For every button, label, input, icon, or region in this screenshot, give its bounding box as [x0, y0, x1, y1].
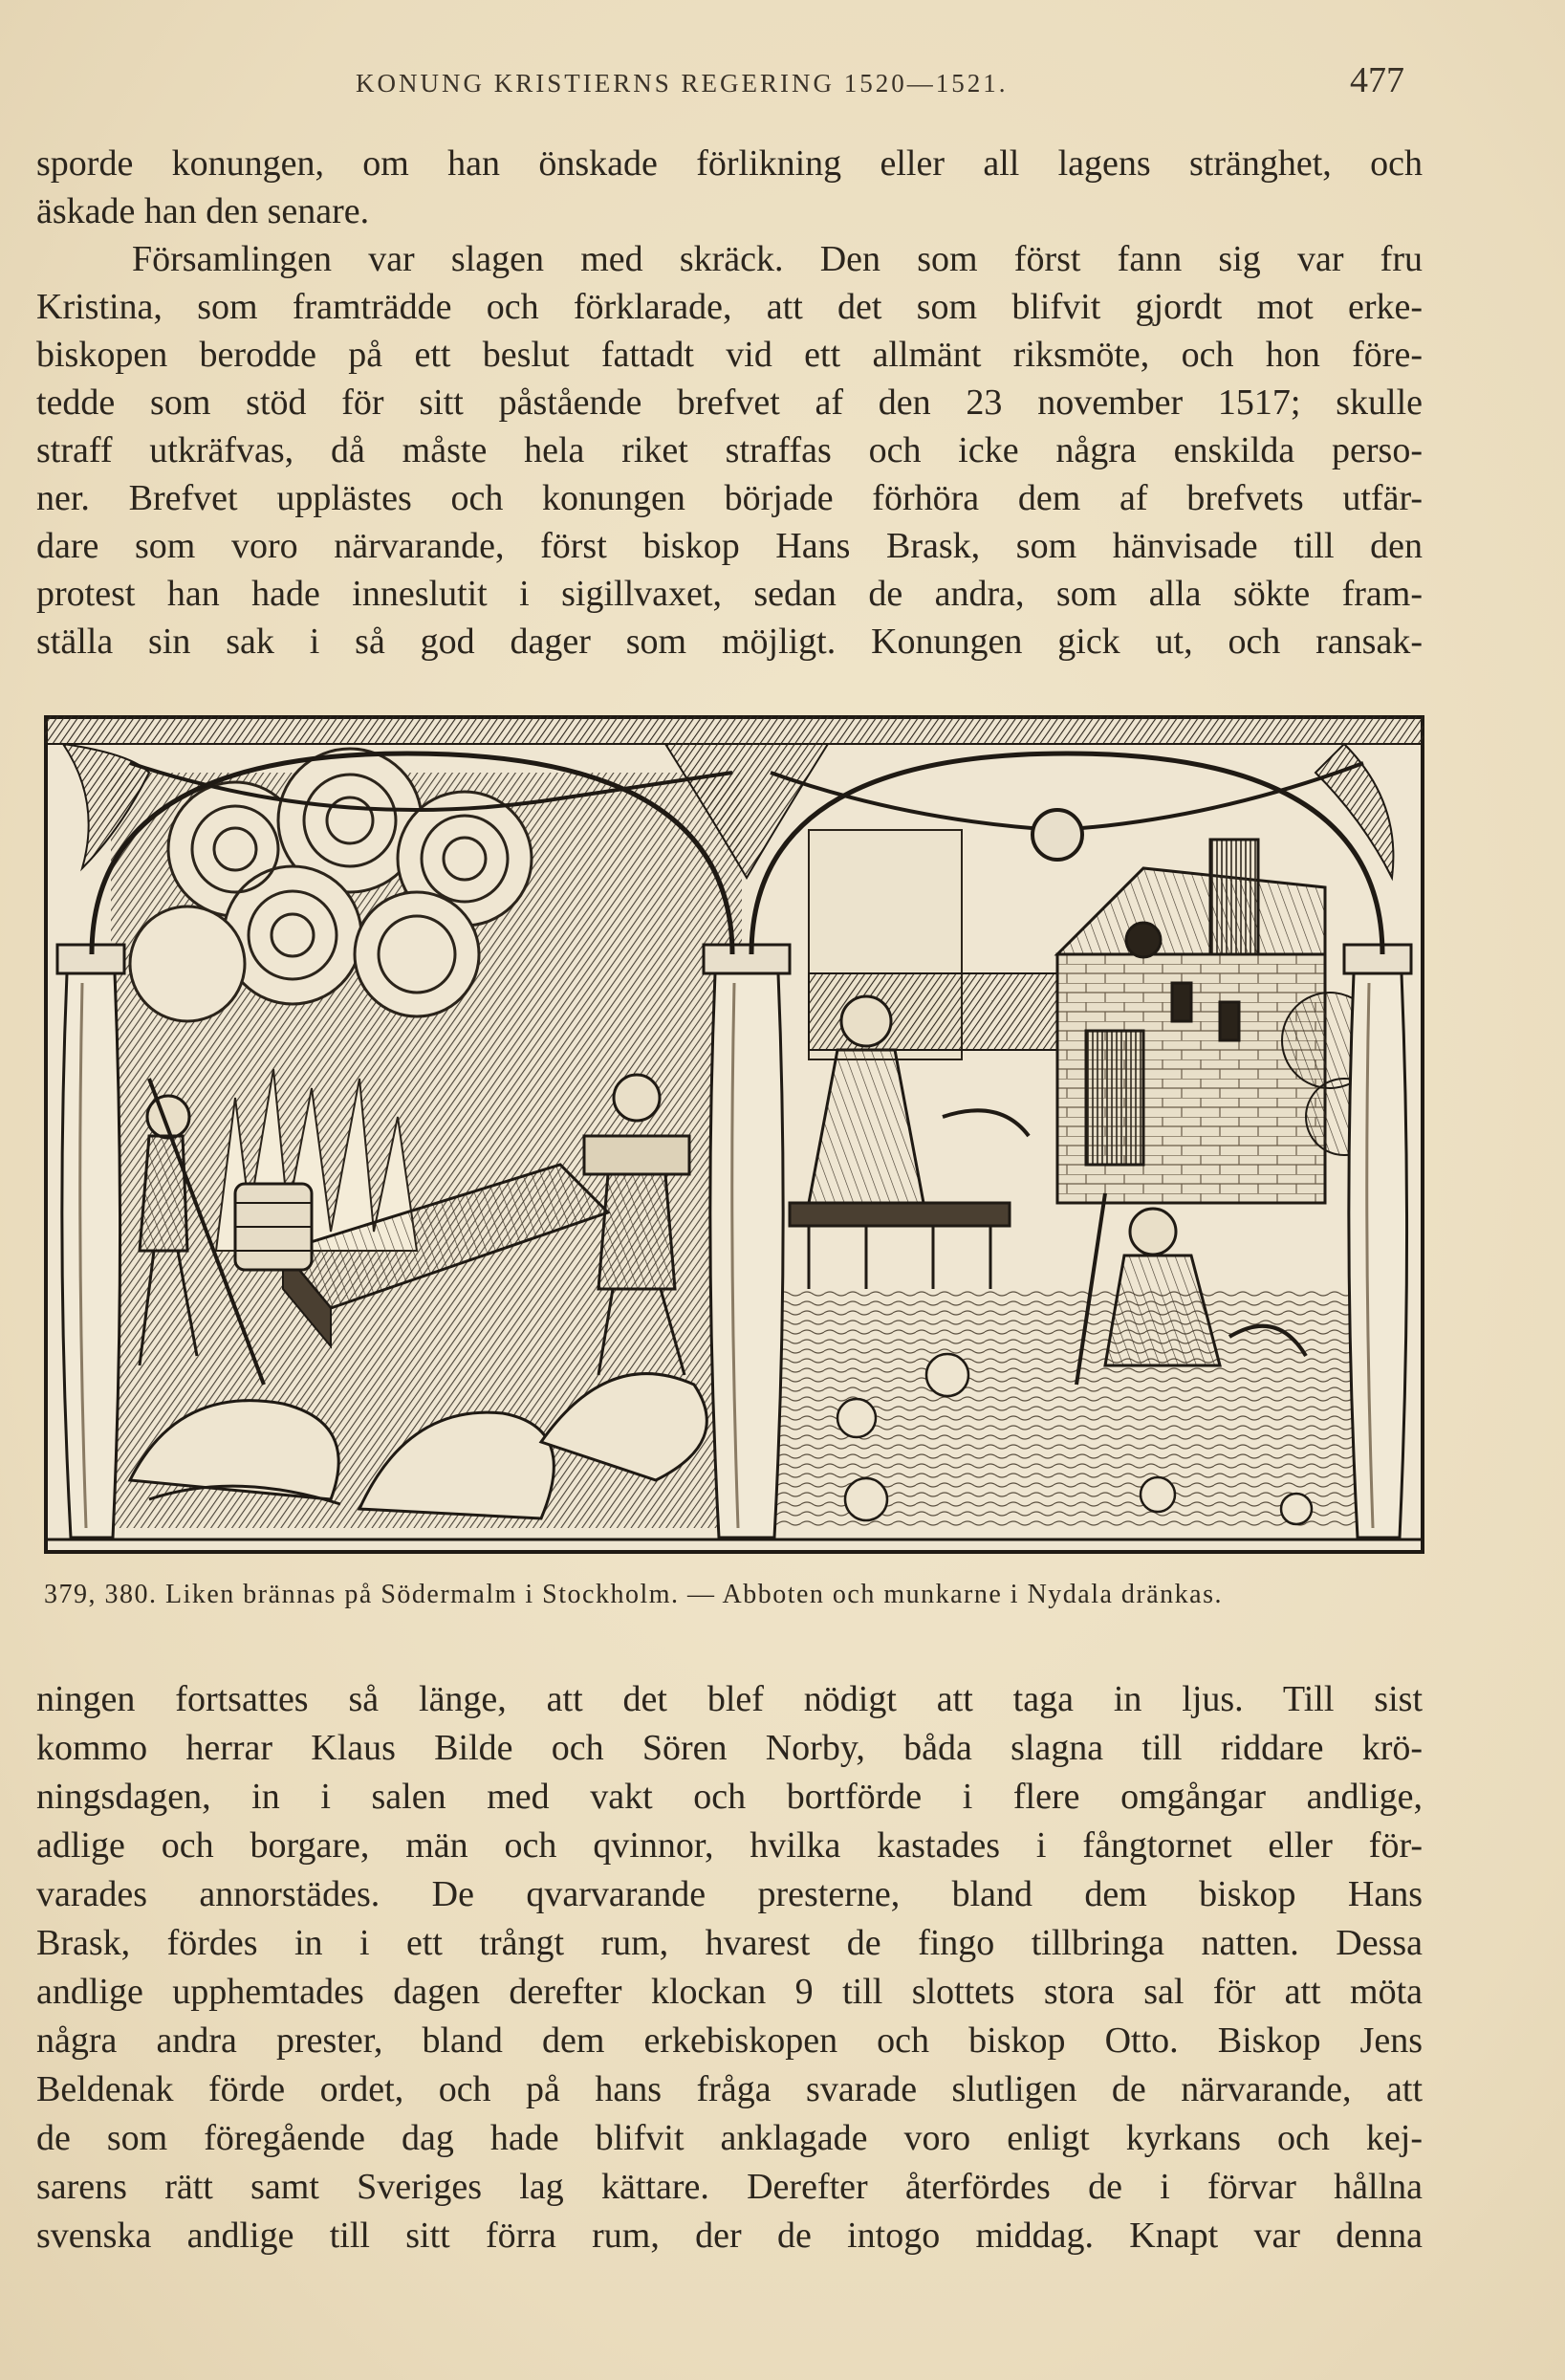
text-line: andlige upphemtades dagen derefter klockan 9 till slottets stora sal för att möta: [36, 1972, 1423, 2012]
text-line: ner. Brefvet upplästes och konungen började förhöra dem af brefvets utfär-: [36, 478, 1423, 518]
text-line: Beldenak förde ordet, och på hans fråga svarade slutligen de närvarande, att: [36, 2069, 1423, 2109]
text-line: svenska andlige till sitt förra rum, der de intogo middag. Knapt var denna: [36, 2216, 1423, 2256]
text-line: sarens rätt samt Sveriges lag kättare. Derefter återfördes de i förvar hållna: [36, 2167, 1423, 2207]
column-center: [704, 945, 790, 1538]
column-left: [57, 945, 124, 1538]
text-line: Kristina, som framträdde och förklarade, att det som blifvit gjordt mot erke-: [36, 287, 1423, 327]
text-line: adlige och borgare, män och qvinnor, hvilka kastades i fångtornet eller för-: [36, 1825, 1423, 1866]
text-line: kommo herrar Klaus Bilde och Sören Norby, båda slagna till riddare krö-: [36, 1728, 1423, 1768]
woodcut-illustration: [44, 715, 1424, 1554]
body-text-bottom: [36, 1675, 1423, 2260]
woodcut-illustration-drawing: [44, 715, 1424, 1554]
text-line: dare som voro närvarande, först biskop Hans Brask, som hänvisade till den: [36, 526, 1423, 566]
running-head: KONUNG KRISTIERNS REGERING 1520—1521.: [356, 69, 1009, 98]
text-line: sporde konungen, om han önskade förlikning eller all lagens stränghet, och: [36, 143, 1423, 184]
column-right: [1344, 945, 1411, 1538]
text-line: biskopen berodde på ett beslut fattadt vid ett allmänt riksmöte, och hon före-: [36, 335, 1423, 375]
text-line: straff utkräfvas, då måste hela riket straffas och icke några enskilda perso-: [36, 430, 1423, 470]
text-line: några andra prester, bland dem erkebiskopen och biskop Otto. Biskop Jens: [36, 2020, 1423, 2061]
body-text-top: [36, 140, 1423, 666]
text-line: tedde som stöd för sitt påstående brefvet af den 23 november 1517; skulle: [36, 382, 1423, 423]
page-number: 477: [1350, 60, 1404, 100]
text-line: Församlingen var slagen med skräck. Den som först fann sig var fru: [132, 239, 1423, 279]
text-line: Brask, fördes in i ett trångt rum, hvarest de fingo tillbringa natten. Dessa: [36, 1923, 1423, 1963]
text-line: varades annorstädes. De qvarvarande presterne, bland dem biskop Hans: [36, 1874, 1423, 1914]
text-line: ställa sin sak i så god dager som möjligt. Konungen gick ut, och ransak-: [36, 622, 1423, 662]
text-line: de som föregående dag hade blifvit anklagade voro enligt kyrkans och kej-: [36, 2118, 1423, 2158]
text-line: ningsdagen, in i salen med vakt och bortförde i flere omgångar andlige,: [36, 1777, 1423, 1817]
figure-caption: 379, 380. Liken brännas på Södermalm i Stockholm. — Abboten och munkarne i Nydala dränkas.: [44, 1580, 1224, 1609]
text-line: ningen fortsattes så länge, att det blef nödigt att taga in ljus. Till sist: [36, 1679, 1423, 1719]
text-line: protest han hade inneslutit i sigillvaxet, sedan de andra, som alla sökte fram-: [36, 574, 1423, 614]
text-line: äskade han den senare.: [36, 191, 370, 231]
